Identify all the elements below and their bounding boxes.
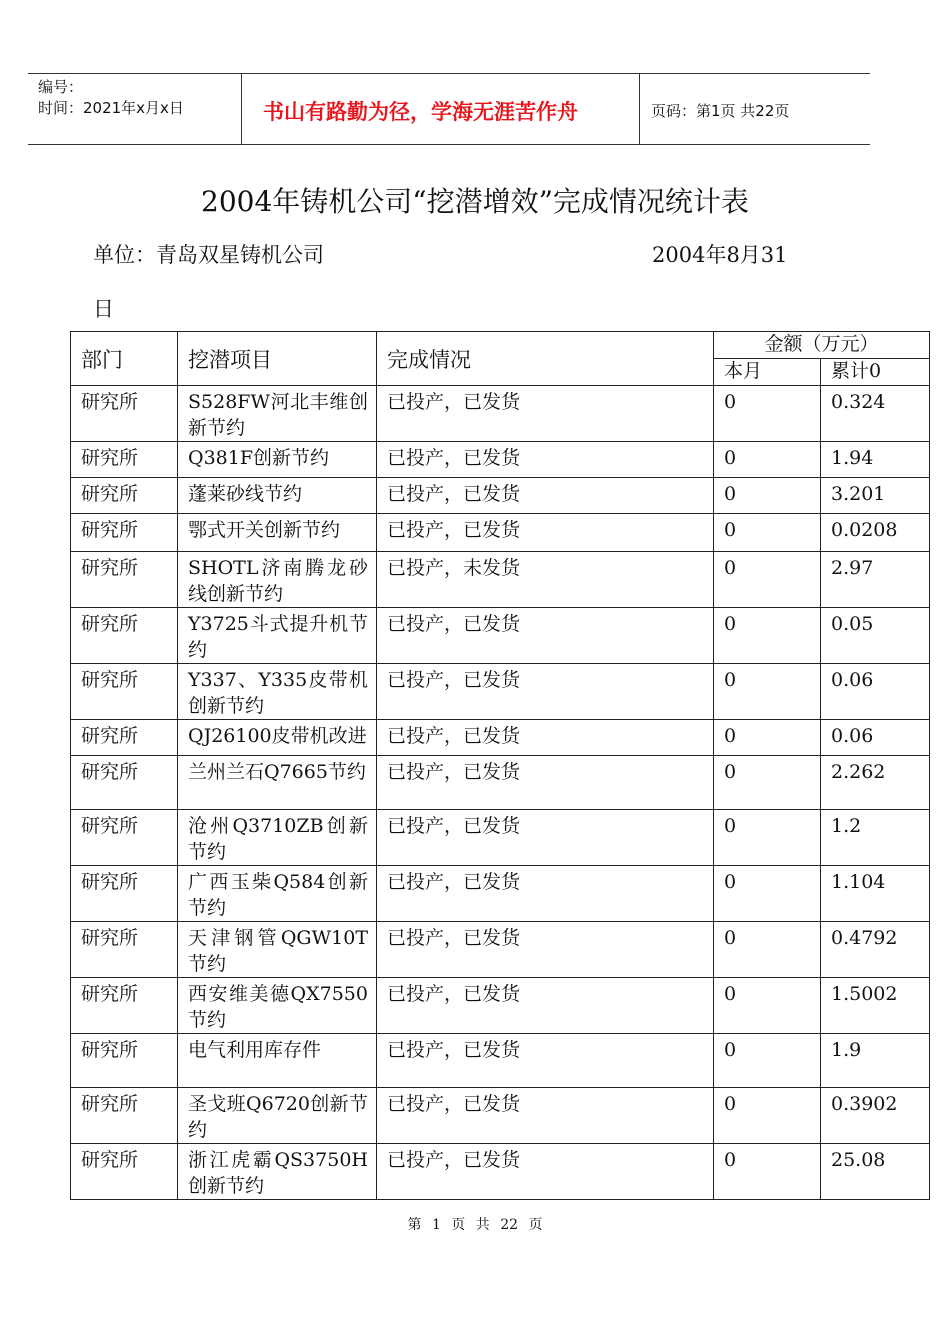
- cell-month: 0: [714, 1144, 821, 1200]
- table-header-row: [71, 332, 930, 359]
- stats-table: [70, 331, 930, 1200]
- cell-dept: 研究所: [71, 552, 178, 608]
- cell-dept: 研究所: [71, 514, 178, 552]
- cell-project: SHOTL济南腾龙砂线创新节约: [178, 552, 377, 608]
- cell-dept: 研究所: [71, 478, 178, 514]
- cell-total: 1.104: [821, 866, 930, 922]
- cell-month: 0: [714, 810, 821, 866]
- table-row: [71, 664, 930, 720]
- cell-total: 1.9: [821, 1034, 930, 1088]
- report-date: 2004年8月31: [652, 243, 788, 267]
- cell-month: 0: [714, 514, 821, 552]
- cell-status: 已投产，已发货: [377, 442, 714, 478]
- table-row: [71, 442, 930, 478]
- cell-month: 0: [714, 866, 821, 922]
- cell-status: 已投产，已发货: [377, 756, 714, 810]
- cell-project: 鄂式开关创新节约: [178, 514, 377, 552]
- cell-total: 1.5002: [821, 978, 930, 1034]
- cell-status: 已投产，已发货: [377, 720, 714, 756]
- cell-month: 0: [714, 756, 821, 810]
- table-row: [71, 810, 930, 866]
- time-label: 时间：2021年x月x日: [38, 99, 184, 117]
- cell-month: 0: [714, 386, 821, 442]
- cell-dept: 研究所: [71, 664, 178, 720]
- cell-total: 0.06: [821, 720, 930, 756]
- cell-status: 已投产，已发货: [377, 386, 714, 442]
- cell-project: 圣戈班Q6720创新节约: [178, 1088, 377, 1144]
- cell-month: 0: [714, 664, 821, 720]
- table-body: [71, 386, 930, 1200]
- unit-label: 单位：青岛双星铸机公司: [93, 243, 324, 267]
- cell-status: 已投产，已发货: [377, 1088, 714, 1144]
- cell-status: 已投产，已发货: [377, 978, 714, 1034]
- cell-dept: 研究所: [71, 756, 178, 810]
- cell-month: 0: [714, 478, 821, 514]
- cell-status: 已投产，已发货: [377, 866, 714, 922]
- serial-label: 编号：: [38, 78, 84, 96]
- table-row: [71, 866, 930, 922]
- cell-project: 蓬莱砂线节约: [178, 478, 377, 514]
- header-total: 累计0: [821, 359, 930, 386]
- cell-dept: 研究所: [71, 608, 178, 664]
- page-info: 页码：第1页 共22页: [651, 102, 790, 120]
- cell-status: 已投产，已发货: [377, 664, 714, 720]
- cell-total: 0.324: [821, 386, 930, 442]
- cell-status: 已投产，已发货: [377, 608, 714, 664]
- header-month: 本月: [714, 359, 821, 386]
- header-status: 完成情况: [377, 332, 714, 386]
- cell-status: 已投产，已发货: [377, 478, 714, 514]
- table-row: [71, 1034, 930, 1088]
- table-row: [71, 1088, 930, 1144]
- cell-total: 2.97: [821, 552, 930, 608]
- cell-status: 已投产，已发货: [377, 810, 714, 866]
- cell-total: 2.262: [821, 756, 930, 810]
- cell-dept: 研究所: [71, 978, 178, 1034]
- cell-dept: 研究所: [71, 386, 178, 442]
- table-row: [71, 386, 930, 442]
- cell-month: 0: [714, 1088, 821, 1144]
- cell-month: 0: [714, 978, 821, 1034]
- header-dept: 部门: [71, 332, 178, 386]
- cell-project: 天津钢管QGW10T节约: [178, 922, 377, 978]
- cell-status: 已投产，已发货: [377, 1034, 714, 1088]
- cell-status: 已投产，已发货: [377, 1144, 714, 1200]
- header-divider-right: [639, 73, 640, 145]
- table-row: [71, 514, 930, 552]
- cell-project: 西安维美德QX7550节约: [178, 978, 377, 1034]
- cell-dept: 研究所: [71, 1034, 178, 1088]
- cell-status: 已投产，已发货: [377, 514, 714, 552]
- cell-dept: 研究所: [71, 866, 178, 922]
- cell-dept: 研究所: [71, 1088, 178, 1144]
- cell-project: 沧州Q3710ZB创新节约: [178, 810, 377, 866]
- motto: 书山有路勤为径，学海无涯苦作舟: [263, 100, 578, 124]
- cell-total: 0.0208: [821, 514, 930, 552]
- cell-month: 0: [714, 608, 821, 664]
- cell-project: 电气利用库存件: [178, 1034, 377, 1088]
- header-top-rule: [28, 73, 870, 74]
- cell-dept: 研究所: [71, 922, 178, 978]
- cell-project: 浙江虎霸QS3750H创新节约: [178, 1144, 377, 1200]
- cell-total: 0.06: [821, 664, 930, 720]
- cell-status: 已投产，已发货: [377, 922, 714, 978]
- table-row: [71, 552, 930, 608]
- header-amount: 金额（万元）: [714, 332, 930, 359]
- report-date-continued: 日: [93, 297, 114, 321]
- cell-month: 0: [714, 442, 821, 478]
- cell-project: 广西玉柴Q584创新节约: [178, 866, 377, 922]
- table-row: [71, 922, 930, 978]
- cell-status: 已投产，未发货: [377, 552, 714, 608]
- cell-month: 0: [714, 720, 821, 756]
- table-row: [71, 608, 930, 664]
- cell-dept: 研究所: [71, 442, 178, 478]
- table-row: [71, 978, 930, 1034]
- cell-project: QJ26100皮带机改进: [178, 720, 377, 756]
- table-row: [71, 720, 930, 756]
- cell-month: 0: [714, 922, 821, 978]
- header-bottom-rule: [28, 144, 870, 145]
- cell-project: S528FW河北丰维创新节约: [178, 386, 377, 442]
- cell-project: 兰州兰石Q7665节约: [178, 756, 377, 810]
- cell-total: 1.2: [821, 810, 930, 866]
- cell-month: 0: [714, 1034, 821, 1088]
- cell-project: Q381F创新节约: [178, 442, 377, 478]
- cell-total: 1.94: [821, 442, 930, 478]
- cell-month: 0: [714, 552, 821, 608]
- cell-total: 3.201: [821, 478, 930, 514]
- page-footer: 第 1 页 共 22 页: [407, 1217, 543, 1233]
- cell-dept: 研究所: [71, 810, 178, 866]
- header-divider-left: [241, 73, 242, 145]
- cell-total: 25.08: [821, 1144, 930, 1200]
- table-row: [71, 756, 930, 810]
- table-row: [71, 1144, 930, 1200]
- document-title: 2004年铸机公司“挖潜增效”完成情况统计表: [201, 185, 749, 218]
- table-row: [71, 478, 930, 514]
- header-project: 挖潜项目: [178, 332, 377, 386]
- cell-total: 0.3902: [821, 1088, 930, 1144]
- cell-total: 0.4792: [821, 922, 930, 978]
- cell-dept: 研究所: [71, 1144, 178, 1200]
- cell-project: Y337、Y335皮带机创新节约: [178, 664, 377, 720]
- cell-dept: 研究所: [71, 720, 178, 756]
- cell-project: Y3725斗式提升机节约: [178, 608, 377, 664]
- cell-total: 0.05: [821, 608, 930, 664]
